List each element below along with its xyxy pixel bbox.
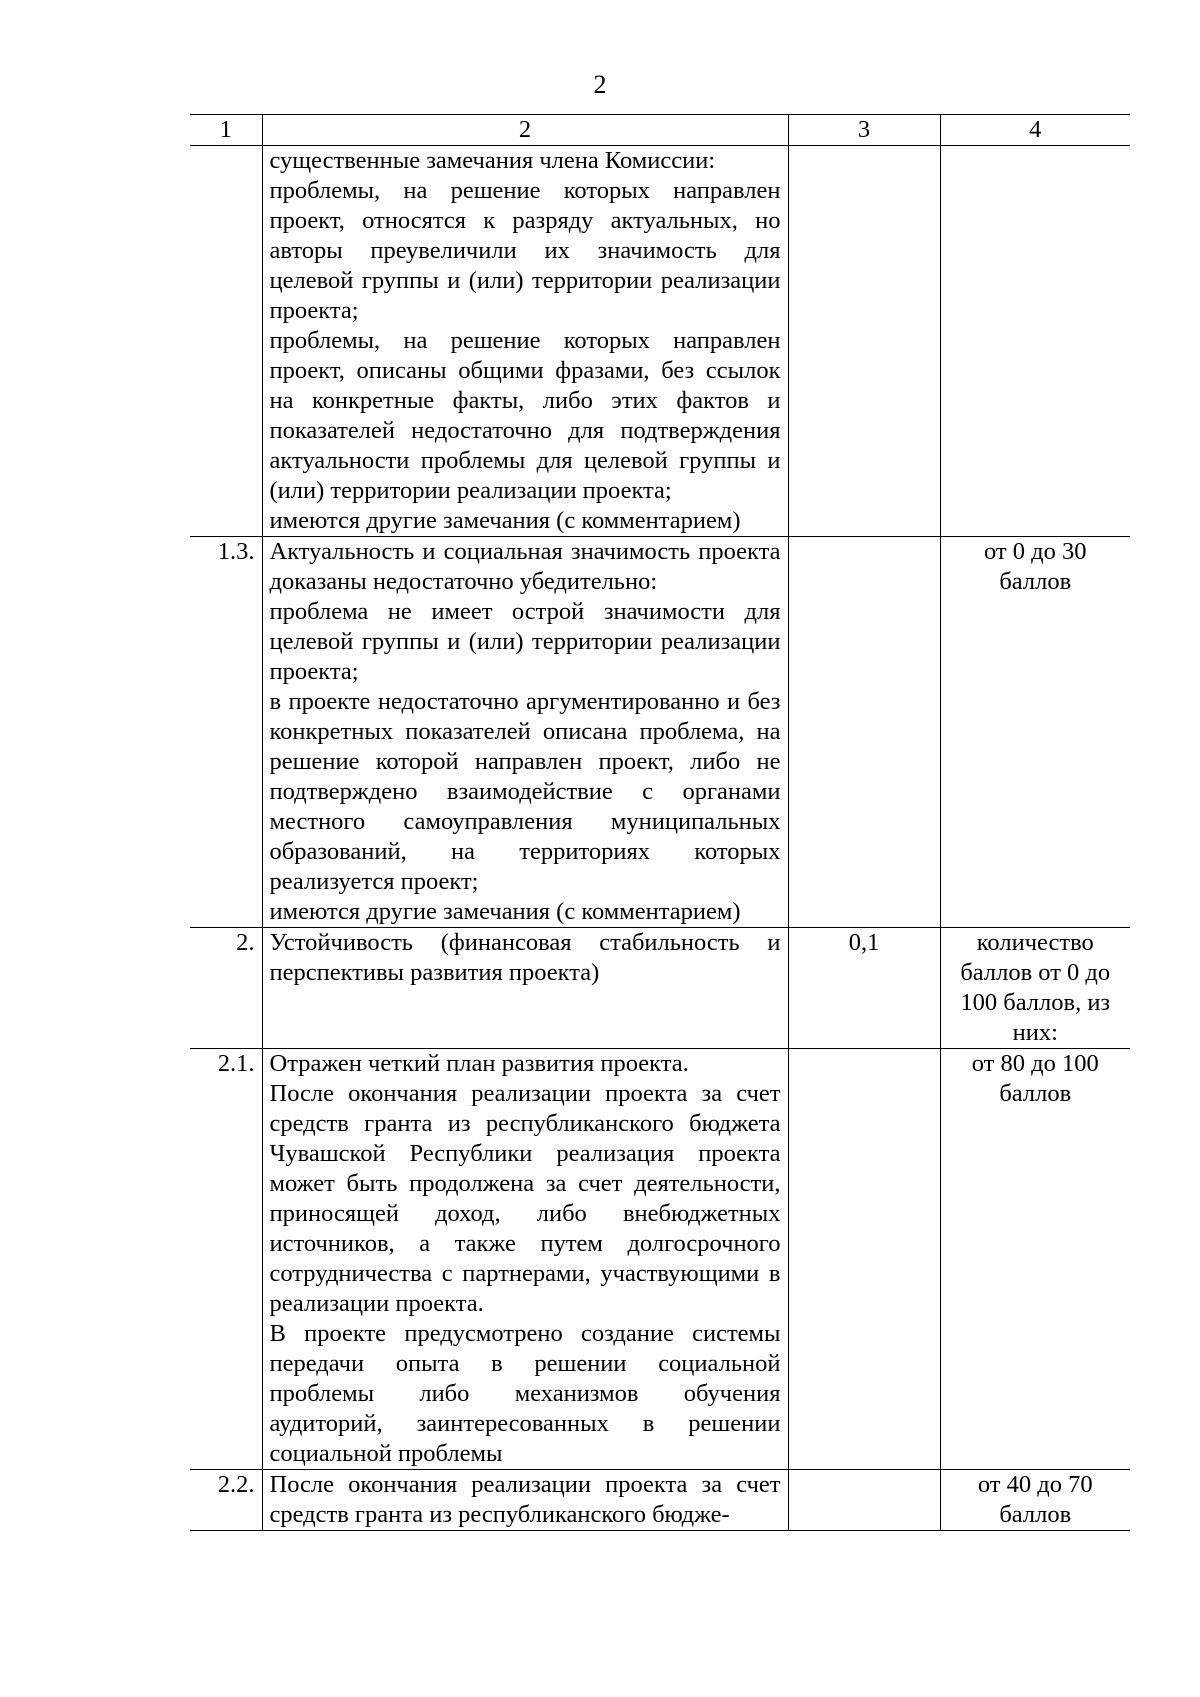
- row-score: от 80 до 100 баллов: [940, 1049, 1130, 1470]
- page-number: 2: [593, 70, 607, 99]
- table-header: [190, 115, 1130, 146]
- header-row: [190, 115, 1130, 146]
- row-coefficient: 0,1: [788, 928, 940, 1049]
- row-number: 2.1.: [190, 1049, 262, 1470]
- column-header-4: 4: [940, 115, 1130, 146]
- table-row: [190, 146, 1130, 537]
- column-header-2: 2: [262, 115, 788, 146]
- table-row: [190, 537, 1130, 928]
- description-paragraph: проблемы, на решение которых направлен проект, описаны общими фразами, без ссылок на конкретные факты, либо этих фактов и показателей недостаточно для подтверждения актуальности проблемы для целевой группы и (или) территории реализации проекта;: [269, 327, 781, 504]
- row-score: от 40 до 70 баллов: [940, 1470, 1130, 1531]
- row-score: [940, 146, 1130, 537]
- description-paragraph: проблемы, на решение которых направлен проект, относятся к разряду актуальных, но авторы преувеличили их значимость для целевой группы и (или) территории реализации проекта;: [269, 177, 781, 324]
- description-paragraph: После окончания реализации проекта за счет средств гранта из республиканского бюдже-: [269, 1471, 781, 1528]
- table-row: [190, 1470, 1130, 1531]
- criteria-table: [190, 114, 1130, 1531]
- row-coefficient: [788, 1470, 940, 1531]
- row-coefficient: [788, 146, 940, 537]
- description-paragraph: После окончания реализации проекта за счет средств гранта из республиканского бюджета Чувашской Республики реализация проекта может быть продолжена за счет деятельности, приносящей доход, либо внебюджетных источников, а также путем долгосрочного сотрудничества с партнерами, участвующими в реализации проекта.: [269, 1080, 781, 1317]
- table-row: [190, 928, 1130, 1049]
- row-coefficient: [788, 537, 940, 928]
- description-paragraph: имеются другие замечания (с комментарием): [269, 898, 741, 925]
- row-score: количество баллов от 0 до 100 баллов, из них:: [940, 928, 1130, 1049]
- table-body: [190, 146, 1130, 1531]
- description-paragraph: В проекте предусмотрено создание системы передачи опыта в решении социальной проблемы либо механизмов обучения аудиторий, заинтересованных в решении социальной проблемы: [269, 1320, 781, 1467]
- column-header-1: 1: [190, 115, 262, 146]
- description-paragraph: существенные замечания члена Комиссии:: [269, 147, 716, 174]
- description-paragraph: проблема не имеет острой значимости для целевой группы и (или) территории реализации проекта;: [269, 598, 781, 685]
- row-description: [262, 1470, 788, 1531]
- row-description: [262, 928, 788, 1049]
- row-coefficient: [788, 1049, 940, 1470]
- row-number: 2.2.: [190, 1470, 262, 1531]
- row-score: от 0 до 30 баллов: [940, 537, 1130, 928]
- description-paragraph: в проекте недостаточно аргументированно и без конкретных показателей описана проблема, на решение которой направлен проект, либо не подтверждено взаимодействие с органами местного самоуправления муниципальных образований, на территориях которых реализуется проект;: [269, 688, 781, 895]
- row-number: [190, 146, 262, 537]
- row-description: [262, 537, 788, 928]
- row-number: 1.3.: [190, 537, 262, 928]
- description-paragraph: Актуальность и социальная значимость проекта доказаны недостаточно убедительно:: [269, 538, 781, 595]
- description-paragraph: Отражен четкий план развития проекта.: [269, 1050, 689, 1077]
- row-description: [262, 1049, 788, 1470]
- column-header-3: 3: [788, 115, 940, 146]
- table-row: [190, 1049, 1130, 1470]
- description-paragraph: имеются другие замечания (с комментарием): [269, 507, 741, 534]
- row-description: [262, 146, 788, 537]
- description-paragraph: Устойчивость (финансовая стабильность и перспективы развития проекта): [269, 929, 781, 986]
- row-number: 2.: [190, 928, 262, 1049]
